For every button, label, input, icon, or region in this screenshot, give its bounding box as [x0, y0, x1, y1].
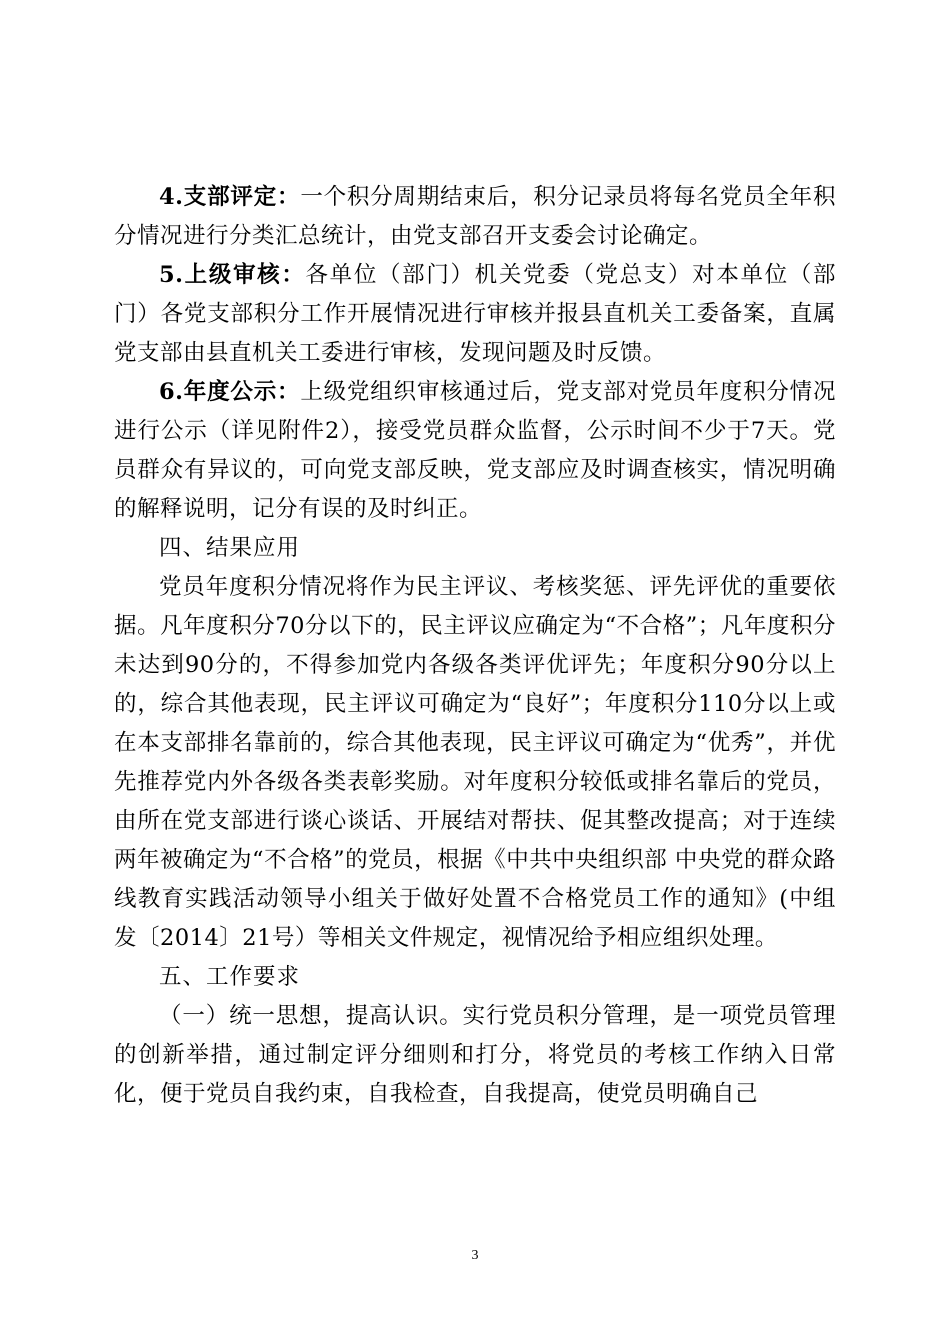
- paragraph-branch-evaluation: [114, 178, 836, 256]
- paragraph-lead: 6.年度公示：: [159, 379, 301, 405]
- paragraph-superior-review: [114, 256, 836, 373]
- page-number: 3: [471, 1248, 479, 1263]
- paragraph-text: 上级党组织审核通过后，党支部对党员年度积分情况进行公示（详见附件2），接受党员群众监督，公示时间不少于7天。党员群众有异议的，可向党支部反映，党支部应及时调查核实，情况明确的解释说明，记分有误的及时纠正。: [114, 379, 836, 522]
- paragraph-text: （一）统一思想，提高认识。实行党员积分管理，是一项党员管理的创新举措，通过制定评分细则和打分，将党员的考核工作纳入日常化，便于党员自我约束，自我检查，自我提高，使党员明确自己: [114, 1003, 836, 1107]
- paragraph-text: 党员年度积分情况将作为民主评议、考核奖惩、评先评优的重要依据。凡年度积分70分以下的，民主评议应确定为“不合格”；凡年度积分未达到90分的，不得参加党内各级各类评优评先；年度积分90分以上的，综合其他表现，民主评议可确定为“良好”；年度积分110分以上或在本支部排名靠前的，综合其他表现，民主评议可确定为“优秀”，并优先推荐党内外各级各类表彰奖励。对年度积分较低或排名靠后的党员，由所在党支部进行谈心谈话、开展结对帮扶、促其整改提高；对于连续两年被确定为“不合格”的党员，根据《中共中央组织部 中央党的群众路线教育实践活动领导小组关于做好处置不合格党员工作的通知》(中组发〔2014〕21号）等相关文件规定，视情况给予相应组织处理。: [114, 574, 836, 951]
- paragraph-lead: 4.支部评定：: [159, 184, 301, 210]
- section-heading-result-application: 四、结果应用: [159, 535, 301, 561]
- document-body: [114, 178, 836, 1114]
- paragraph-lead: 5.上级审核：: [159, 262, 306, 288]
- paragraph-unify-thinking: [114, 997, 836, 1114]
- paragraph-text: 各单位（部门）机关党委（党总支）对本单位（部门）各党支部积分工作开展情况进行审核并报县直机关工委备案，直属党支部由县直机关工委进行审核，发现问题及时反馈。: [114, 262, 836, 366]
- paragraph-result-application: [114, 568, 836, 958]
- paragraph-text: 一个积分周期结束后，积分记录员将每名党员全年积分情况进行分类汇总统计，由党支部召开支委会讨论确定。: [114, 184, 836, 249]
- section-heading-work-requirements: 五、工作要求: [159, 964, 301, 990]
- paragraph-annual-publicity: [114, 373, 836, 529]
